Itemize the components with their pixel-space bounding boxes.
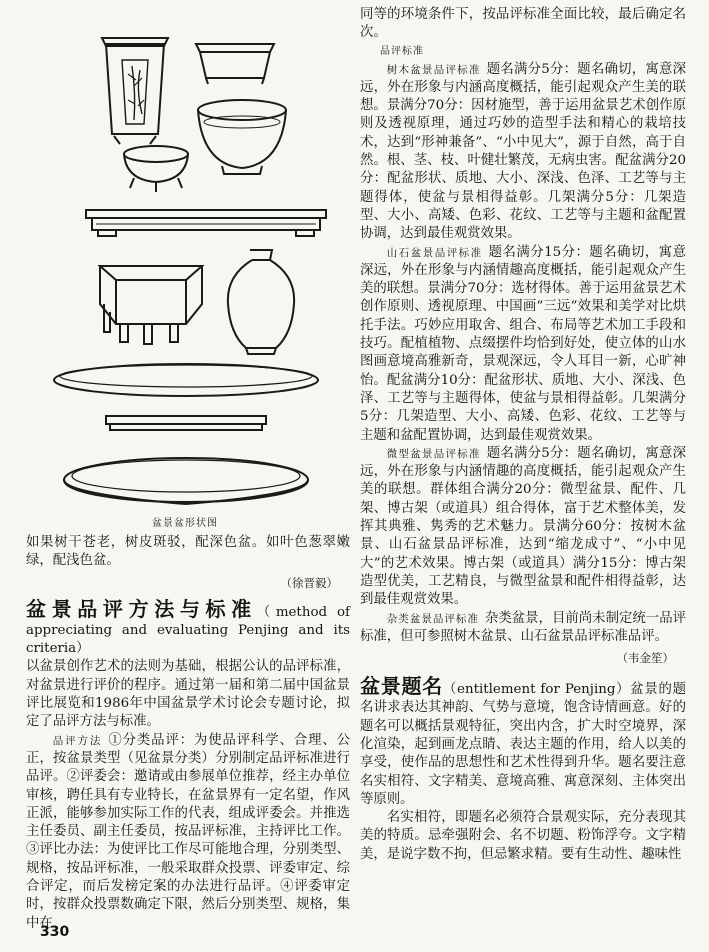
- entry2-para2: 名实相符，即题名必须符合景观实际，充分表现其美的特质。忌牵强附会、名不切题、粉饰浮夸。文字精美，是说字数不拘，但忌繁求精。要有生动性、趣味性: [360, 810, 686, 862]
- entry-heading: [26, 597, 350, 659]
- method-text: ①分类品评：为使品评科学、合理、公正，按盆景类型（见盆景分类）分别制定品评标准进行品评。②评委会：邀请或由参展单位推荐，经主办单位审核，聘任具有专业特长，在盆景界有一定名望，作风正派，能够参加实际工作的代表，组成评委会。并推选主任委员、副主任委员，按品评标准，主持评比工作。③评比办法：为使评比工作尽可能地合理，分别类型、规格，按品评标准，一般采取群众投票、评委审定、综合评定，而后发榜定案的办法进行品评。④评委审定时，按群众投票数确定下限，然后分别类型、规格，集中在: [26, 732, 351, 931]
- small-rectangular-pot-drawing: [196, 44, 274, 84]
- round-bowl-drawing: [198, 100, 286, 174]
- misc-text: 杂类盆景，目前尚未制定统一品评标准，但可参照树木盆景、山石盆景品评标准品评。: [360, 610, 686, 644]
- large-oval-tray-drawing: [64, 458, 308, 504]
- thin-slab-pot-drawing: [106, 416, 266, 430]
- criteria-heading: 品评标准: [380, 45, 424, 57]
- long-shallow-pot-drawing: [86, 210, 326, 236]
- entry-intro: 以盆景创作艺术的法则为基础，根据公认的品评标准，对盆景进行评价的程序。通过第一届和第二届中国盆景评比展览和1986年中国盆景学术讨论会专题讨论，拟定了品评方法与标准。: [26, 659, 350, 730]
- oval-tray-drawing: [54, 364, 318, 396]
- entry-title: 盆景品评方法与标准: [26, 596, 257, 621]
- entry2-title: 盆景题名: [360, 674, 443, 699]
- misc-label: 杂类盆景品评标准: [386, 612, 479, 625]
- pot-shapes-figure: [36, 4, 346, 526]
- right-column: [360, 6, 686, 864]
- tree-label: 树木盆景品评标准: [386, 63, 481, 76]
- page-number: 330: [40, 924, 70, 940]
- intro-text: 如果树干苍老，树皮斑驳，配深色盆。如叶色葱翠嫩绿，配浅色盆。: [26, 535, 350, 569]
- tripod-bowl-drawing: [124, 146, 188, 192]
- entry2-english: （entitlement for Penjing）: [442, 682, 631, 698]
- method-paragraph: [26, 732, 350, 933]
- criteria-author: （韦金笙）: [616, 651, 674, 666]
- micro-criteria: [360, 445, 686, 610]
- misc-criteria: [360, 610, 686, 647]
- figure-caption: 盆景盆形状图: [152, 518, 218, 529]
- vase-drawing: [228, 250, 294, 354]
- tree-text: 题名满分5分：题名确切，寓意深远，外在形象与内涵高度概括，能引起观众产生美的联想。景满分70分：因材施型，善于运用盆景艺术创作原则及透视原理，通过巧妙的造型手法和精心的栽培技术，达到“形神兼备”、“小中见大”，源于自然，高于自然。根、茎、枝、叶健壮繁茂，无病虫害。配盆满分20分：配盆形状、质地、大小、深浅、色泽、工艺等与主题得体，使盆与景相得益彰。几架满分5分：几架造型、大小、高矮、色彩、花纹、工艺等与主题和盆配置协调，达到最佳观赏效果。: [360, 61, 687, 242]
- rock-criteria: [360, 244, 686, 445]
- method-label: 品评方法: [52, 734, 103, 747]
- continuation-text: 同等的环境条件下，按品评标准全面比较，最后确定名次。: [360, 7, 686, 41]
- entry-english: （method of appreciating and evaluating Penjing and its criteria）: [26, 604, 350, 657]
- tall-square-pot-drawing: [102, 38, 168, 144]
- entry2-intro: 盆景的题名讲求表达其神韵、气势与意境，饱含诗情画意。好的题名可以概括景观特征，突出内含，扩大时空境界，深化渲染，起到画龙点睛、表达主题的作用，给人以美的享受，使作品的思想性和艺术性得到升华。题名要注意名实相符、文字精美、意境高雅、寓意深刻、主体突出等原则。: [360, 682, 687, 807]
- rock-text: 题名满分15分：题名确切，寓意深远，外在形象与内涵情趣高度概括，能引起观众产生美的联想。景满分70分：选材得体。善于运用盆景艺术创作原则、透视原理、中国画“三远”效果和美学对比烘托手法。巧妙应用取舍、组合、布局等艺术加工手段和技巧。配植植物、点缀摆件均恰到好处，使立体的山水图画意境高雅新奇，景观深远，令人耳目一新，心旷神怡。配盆满分10分：配盆形状、质地、大小、深浅、色泽、工艺等与主题得体，使盆与景相得益彰。几架满分5分：几架造型、大小、高矮、色彩、花纹、工艺等与主题和盆配置协调，达到最佳观赏效果。: [360, 244, 686, 443]
- intro-author: （徐晋毅）: [280, 575, 338, 590]
- rock-label: 山石盆景品评标准: [386, 246, 483, 259]
- legged-rectangular-pot-drawing: [100, 266, 202, 344]
- micro-text: 题名满分5分：题名确切，寓意深远，外在形象与内涵情趣的高度概括，能引起观众产生美的联想。群体组合满分20分：微型盆景、配件、几架、博古架（或道具）组合得体，富于艺术整体美，发挥其典雅、隽秀的艺术魅力。景满分60分：按树木盆景、山石盆景品评标准，达到“缩龙成寸”、“小中见大”的艺术效果。博古架（或道具）满分15分：博古架造型优美，工艺精良，与微型盆景和配件相得益彰，达到最佳观赏效果。: [360, 445, 687, 608]
- tree-criteria: [360, 61, 686, 244]
- micro-label: 微型盆景品评标准: [386, 447, 481, 460]
- left-column: [26, 534, 350, 933]
- entry2-heading: [360, 674, 686, 809]
